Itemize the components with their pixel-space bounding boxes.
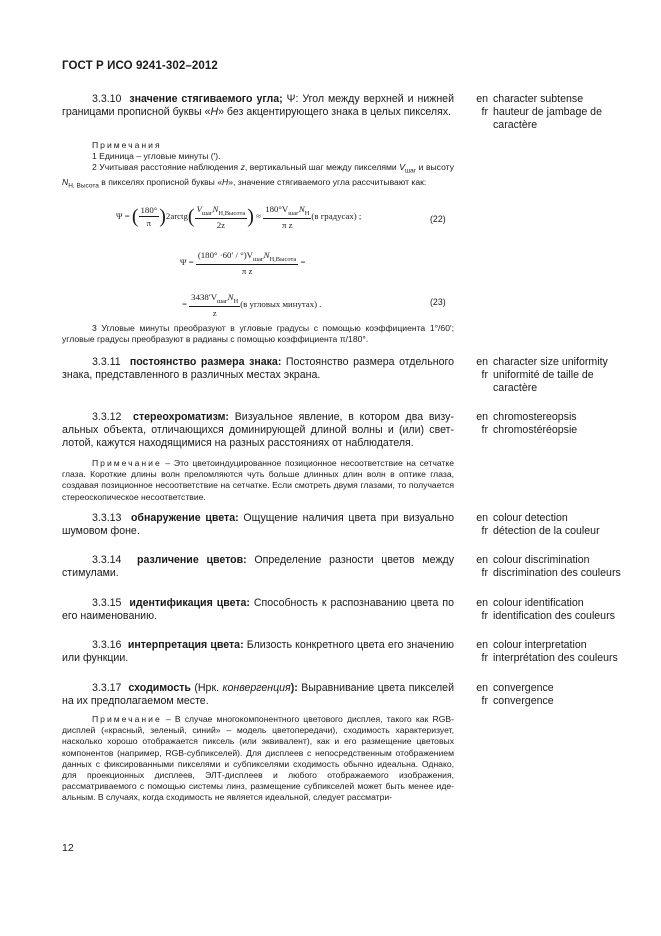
definition-text: Ощущение наличия цвета при визуально шумовом фоне. <box>62 512 454 537</box>
var: N <box>298 204 305 214</box>
denominator: π z <box>282 219 293 230</box>
term-heading: обнаружение цвета: <box>130 512 239 524</box>
var-n: N <box>62 177 69 188</box>
notes-label: Примечания <box>92 140 162 150</box>
definition-text: Способность к распознаванию цвета по его наименованию. <box>62 597 454 622</box>
section-3-3-10 <box>62 93 454 119</box>
term-heading: идентификация цвета: <box>129 597 250 609</box>
lang-code: en <box>476 597 488 609</box>
numerator <box>263 204 311 219</box>
fraction <box>195 204 248 230</box>
definition-paragraph <box>62 639 454 665</box>
term-heading: интерпретация цвета: <box>127 639 244 651</box>
fraction <box>196 250 298 276</box>
numerator <box>195 204 248 219</box>
paren: ) <box>247 205 254 228</box>
sub: шаг <box>288 209 299 217</box>
formula-22-number: (22) <box>430 214 446 224</box>
term-heading: различение цветов: <box>137 554 247 566</box>
term-fr <box>468 369 628 395</box>
term-text: colour discrimination <box>493 554 590 566</box>
lang-code: en <box>476 512 488 524</box>
approx-sign: ≈ <box>256 210 261 221</box>
definition-text: : Угол между верхней и нижней границами прописной буквы « <box>62 93 454 118</box>
note-1: 1 Единица – угловые минуты (′). <box>92 151 221 162</box>
term-fr <box>468 525 628 538</box>
var: V <box>196 204 202 214</box>
clause-number: 3.3.13 <box>92 512 122 524</box>
lang-code: fr <box>481 106 488 118</box>
definition-text: Близость конкретного цвета его значению или функции. <box>62 639 455 664</box>
note-text: », значение стягиваемого угла рассчитывают как: <box>228 177 427 188</box>
sub: H,Высота <box>269 255 297 263</box>
lang-code: fr <box>481 652 488 664</box>
note-label: Примечание <box>92 714 162 724</box>
page-header: ГОСТ Р ИСО 9241-302–2012 <box>62 60 218 72</box>
denominator: π <box>146 218 152 229</box>
lang-code: fr <box>481 567 488 579</box>
term-fr <box>468 610 628 623</box>
definition-paragraph <box>62 554 454 580</box>
formula-func: 2arctg <box>165 210 188 221</box>
denominator: π z <box>241 265 253 276</box>
var: N <box>263 250 270 260</box>
term-text: character size uniformity <box>493 356 608 368</box>
page-number: 12 <box>62 842 74 854</box>
definition-paragraph <box>62 597 454 623</box>
sub: H <box>233 297 239 305</box>
denominator: z <box>212 307 217 318</box>
var: 180°V <box>265 204 289 214</box>
sub: шаг <box>217 297 228 305</box>
term-text: interprétation des couleurs <box>493 652 618 664</box>
term-fr <box>468 424 628 437</box>
term-text: convergence <box>493 695 554 707</box>
term-text: colour identification <box>493 597 584 609</box>
term-en <box>468 356 628 369</box>
term-text: hauteur de jambage de caractère <box>493 106 602 131</box>
note-paragraph <box>62 714 454 804</box>
definition-paragraph <box>62 411 454 450</box>
sub: H <box>304 209 310 217</box>
note-3-3-17 <box>62 714 454 804</box>
terms-3-3-10 <box>468 93 628 132</box>
var: N <box>212 204 219 214</box>
section-3-3-15 <box>62 597 454 623</box>
note-text: , вертикальный шаг между пикселями <box>244 162 400 173</box>
section-3-3-17 <box>62 682 454 708</box>
note-3 <box>62 323 454 345</box>
var-v: V <box>399 162 405 173</box>
note-text: в пикселях прописной буквы « <box>98 177 223 188</box>
definition-text: Визуальное явление, в котором два визуальных объекта, отличающихся доминирующей длиной волны и (или) светлотой, кажутся находящимися на разных расстояниях от наблюдателя. <box>62 411 455 449</box>
alt-text: (Нрк. <box>190 682 223 694</box>
clause-number: 3.3.10 <box>92 93 122 105</box>
section-3-3-12 <box>62 411 454 450</box>
note-text: – В случае многокомпонентного цветового дисплея, такого как RGB-дисплей («красный, зеленый, синий» – модель цветопередачи), сходимость характеризует, насколько хорошо отображается пиксель (или эквивалент), как и его размещение цветовых компонентов (например, RGB-субпикселей). Для дисплеев с непосредственным отображением данных с фиксированными пикселями и субпикселями сходимость обычно идеальна. Однако, для проекционных дисплеев, ЭЛТ-дисплеев и любого отображаемого изображения, рассматриваемого с помощью системы линз, размещение субпикселей может быть менее идеальным. В случаях, когда сходимость не является идеальной, следует рассматри- <box>62 714 454 803</box>
term-text: character subtense <box>493 93 584 105</box>
note-label: Примечание <box>92 458 162 468</box>
definition-paragraph <box>62 356 454 382</box>
var: N <box>227 292 234 302</box>
note-3-3-12 <box>62 458 454 503</box>
formula-22 <box>116 204 361 230</box>
term-en <box>468 639 628 652</box>
equals-sign: = <box>182 298 187 309</box>
term-fr <box>468 652 628 665</box>
note-text: – Это цветоиндуцированное позиционное несоответствие на сетчатке глаза. Короткие длины волн преломляются чуть больше длинных длин волн в оптике глаза, создавая позиционное несоответствие на сетчатке. Если смотреть двумя глазами, то получается стереоскопическое несоответствие. <box>62 458 454 502</box>
lang-code: en <box>476 682 488 694</box>
term-heading: стереохроматизм: <box>133 411 229 423</box>
note-text: и высоту <box>416 162 455 173</box>
terms-3-3-15 <box>468 597 628 623</box>
term-text: uniformité de taille de caractère <box>493 369 594 394</box>
lang-code: en <box>476 411 488 423</box>
section-3-3-11 <box>62 356 454 382</box>
note-3-text: 3 Угловые минуты преобразуют в угловые градусы с помощью коэффициента 1°/60′; угловые градусы преобразуют в радианы с помощью коэффициента π/180°. <box>62 323 454 345</box>
term-en <box>468 512 628 525</box>
fraction <box>263 204 311 230</box>
denominator: 2z <box>216 219 226 230</box>
note-2 <box>62 162 454 192</box>
fraction <box>189 292 240 318</box>
section-3-3-13 <box>62 512 454 538</box>
definition-text: Выравнивание цвета пикселей на их предполагаемом месте. <box>62 682 454 707</box>
formula-23 <box>182 292 321 318</box>
definition-text: Постоянство размера отдельного знака, представленного в различных местах экрана. <box>62 356 454 381</box>
term-text: colour detection <box>493 512 568 524</box>
definition-paragraph <box>62 512 454 538</box>
term-en <box>468 93 628 106</box>
section-3-3-14 <box>62 554 454 580</box>
term-en <box>468 411 628 424</box>
notes-3-3-10 <box>62 140 454 192</box>
letter-h: H <box>210 106 219 118</box>
fraction <box>139 205 160 228</box>
terms-3-3-13 <box>468 512 628 538</box>
lang-code: en <box>476 93 488 105</box>
alt-term: конвергенция <box>222 682 291 694</box>
clause-number: 3.3.12 <box>92 411 122 423</box>
term-en <box>468 597 628 610</box>
lang-code: fr <box>481 610 488 622</box>
term-fr <box>468 567 628 580</box>
term-text: colour interpretation <box>493 639 587 651</box>
lang-code: en <box>476 554 488 566</box>
term-text: discrimination des couleurs <box>493 567 621 579</box>
var: (180° ·60′ / °)V <box>197 250 253 260</box>
terms-3-3-14 <box>468 554 628 580</box>
sub: шаг <box>253 255 264 263</box>
term-text: chromostereopsis <box>493 411 577 423</box>
term-en <box>468 682 628 695</box>
term-fr <box>468 106 628 132</box>
formula-intermediate <box>180 250 306 276</box>
formula-23-number: (23) <box>430 297 446 307</box>
numerator: 180° <box>140 205 158 216</box>
terms-3-3-11 <box>468 356 628 395</box>
alt-text: ): <box>290 682 298 694</box>
paren: ( <box>187 205 195 228</box>
clause-number: 3.3.11 <box>92 356 121 368</box>
term-heading: сходимость <box>128 682 191 694</box>
term-symbol: Ψ <box>286 93 296 105</box>
definition-paragraph <box>62 682 454 708</box>
notes-heading <box>62 140 454 151</box>
clause-number: 3.3.17 <box>92 682 122 694</box>
clause-number: 3.3.14 <box>92 554 122 566</box>
sub: шаг <box>201 209 213 217</box>
terms-3-3-12 <box>468 411 628 437</box>
term-text: identification des couleurs <box>493 610 615 622</box>
lang-code: en <box>476 639 488 651</box>
note-text: 2 Учитывая расстояние наблюдения <box>92 162 241 173</box>
formula-psi: Ψ = <box>116 210 130 221</box>
definition-paragraph <box>62 93 454 119</box>
note-paragraph <box>62 458 454 503</box>
section-3-3-16 <box>62 639 454 665</box>
var-h: H <box>222 177 229 188</box>
term-en <box>468 554 628 567</box>
equals-sign: = <box>300 256 306 267</box>
numerator <box>196 250 298 265</box>
lang-code: fr <box>481 695 488 707</box>
term-text: détection de la couleur <box>493 525 600 537</box>
lang-code: en <box>476 356 488 368</box>
clause-number: 3.3.16 <box>92 639 122 651</box>
var-v-sub: шаг <box>404 168 417 176</box>
term-heading: значение стягиваемого угла; <box>129 93 283 105</box>
var-n-sub: H, Высота <box>68 183 99 191</box>
terms-3-3-17 <box>468 682 628 708</box>
var-z: z <box>240 162 245 173</box>
term-text: convergence <box>493 682 554 694</box>
unit-text: (в градусах) ; <box>311 210 362 221</box>
lang-code: fr <box>481 369 488 381</box>
sub: H,Высота <box>218 209 246 217</box>
clause-number: 3.3.15 <box>92 597 122 609</box>
term-fr <box>468 695 628 708</box>
definition-text: » без акцентирующего знака в целых пикселях. <box>218 106 452 118</box>
var: 3438′V <box>191 292 218 302</box>
term-text: chromostéréopsie <box>493 424 578 436</box>
definition-text: Определение разности цветов между стимулами. <box>62 554 455 579</box>
lang-code: fr <box>481 424 488 436</box>
paren: ) <box>159 205 166 228</box>
paren: ( <box>131 205 139 228</box>
unit-text: (в угловых минутах) . <box>240 298 322 309</box>
term-heading: постоянство размера знака: <box>129 356 282 368</box>
terms-3-3-16 <box>468 639 628 665</box>
numerator <box>189 292 240 307</box>
lang-code: fr <box>481 525 488 537</box>
formula-psi: Ψ = <box>180 256 194 267</box>
